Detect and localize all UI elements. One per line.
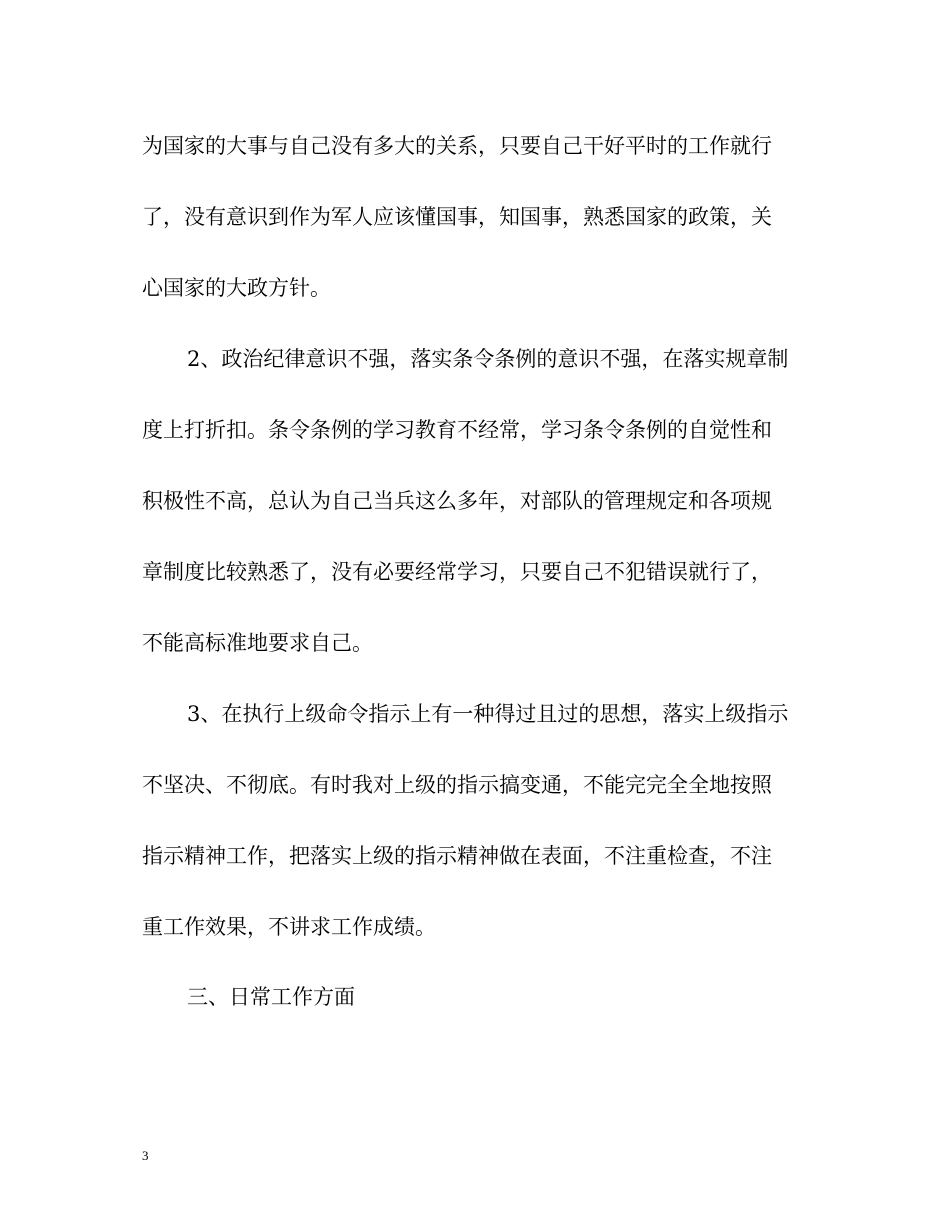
text-line: 度上打折扣。条令条例的学习教育不经常，学习条令条例的自觉性和 [142,418,772,442]
text-line: 积极性不高，总认为自己当兵这么多年，对部队的管理规定和各项规 [142,489,772,513]
text-line: 不能高标准地要求自己。 [142,631,373,655]
section-heading: 三、日常工作方面 [187,985,355,1009]
paragraph-start-line: 2、政治纪律意识不强，落实条令条例的意识不强，在落实规章制 [187,347,789,371]
text-line: 了，没有意识到作为军人应该懂国事，知国事，熟悉国家的政策，关 [142,205,772,229]
page-number: 3 [142,1148,149,1163]
text-line: 指示精神工作，把落实上级的指示精神做在表面，不注重检查，不注 [142,844,772,868]
text-line: 章制度比较熟悉了，没有必要经常学习，只要自己不犯错误就行了， [142,560,772,584]
text-line: 为国家的大事与自己没有多大的关系，只要自己干好平时的工作就行 [142,134,772,158]
text-line: 心国家的大政方针。 [142,276,331,300]
paragraph-start-line: 3、在执行上级命令指示上有一种得过且过的思想，落实上级指示 [187,702,789,726]
text-line: 重工作效果，不讲求工作成绩。 [142,915,436,939]
text-line: 不坚决、不彻底。有时我对上级的指示搞变通，不能完完全全地按照 [142,773,772,797]
